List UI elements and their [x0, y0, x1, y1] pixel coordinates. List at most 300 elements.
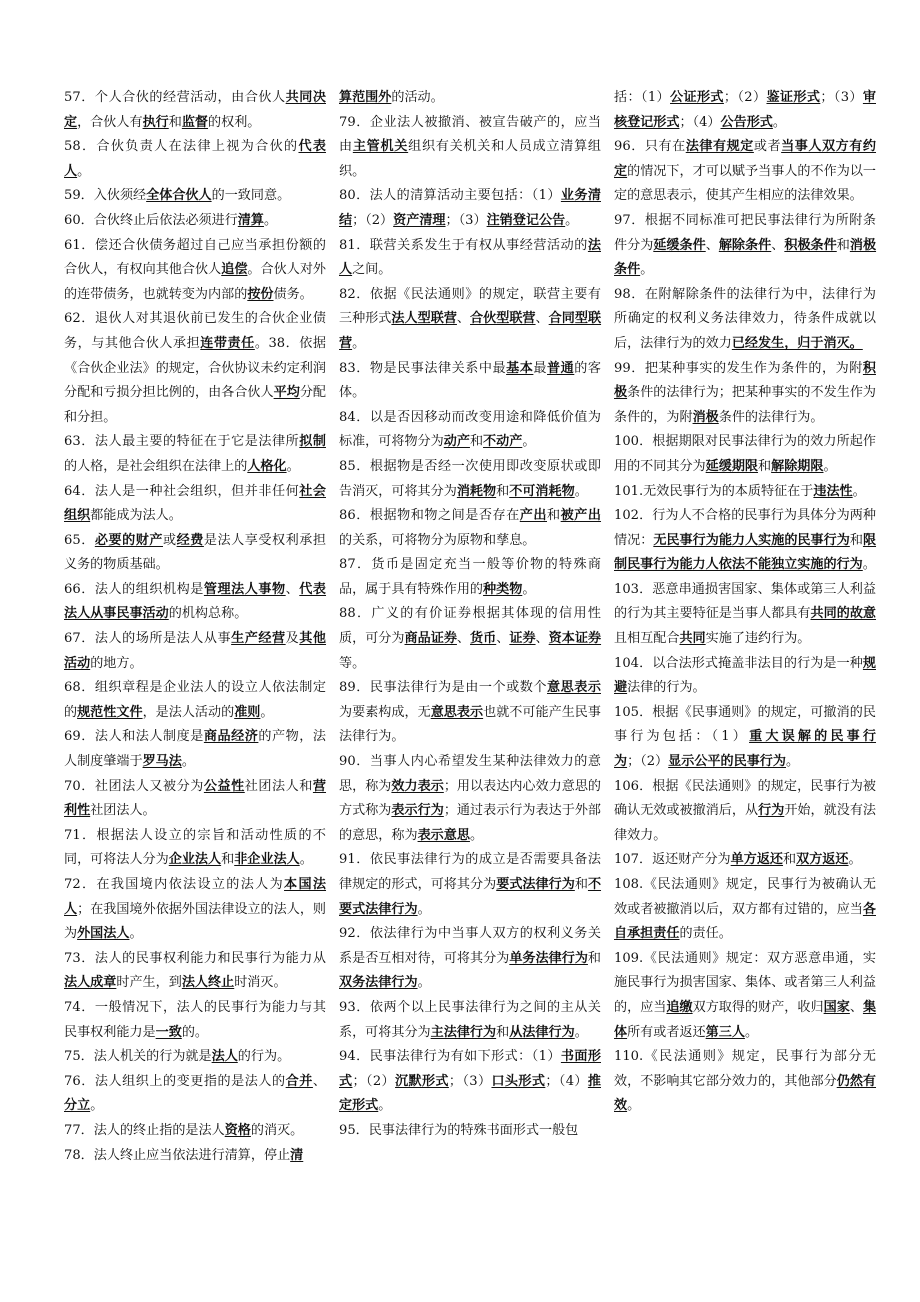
text-segment: 69．法人和法人制度是 — [64, 729, 204, 745]
key-term: 人格化 — [247, 458, 287, 474]
text-segment: 和 — [221, 852, 235, 868]
text-segment: ；（4） — [679, 114, 721, 130]
text-segment: 、 — [285, 581, 300, 597]
text-segment: 101.无效民事行为的本质特征在于 — [614, 483, 814, 499]
list-item — [64, 775, 326, 824]
list-item — [64, 1144, 326, 1169]
list-item — [614, 209, 876, 283]
text-segment: ；（2） — [352, 212, 394, 228]
key-term: 重大误解的民事行为 — [614, 729, 877, 770]
text-segment: 。 — [522, 434, 536, 450]
text-segment: 。 — [77, 163, 91, 179]
text-segment: ，合伙人有 — [77, 114, 143, 130]
text-segment: 64．法人是一种社会组织，但并非任何 — [64, 483, 300, 499]
key-term: 注销登记公告 — [486, 212, 566, 228]
list-item — [64, 676, 326, 725]
key-term: 双方返还 — [796, 852, 849, 868]
text-segment: 98．在附解除条件的法律行为中，法律行为所确定的权利义务法律效力，待条件成就以后，法律行为的效力 — [614, 286, 876, 351]
key-term: 业务清结 — [339, 188, 601, 228]
text-segment: 的关系，可将物分为原物和孳息。 — [339, 532, 536, 548]
key-term: 单务法律行为 — [509, 950, 588, 966]
list-item — [614, 357, 876, 431]
text-segment: 的权利。 — [208, 114, 261, 130]
key-term: 公证形式 — [670, 90, 724, 105]
text-segment: 、 — [535, 631, 549, 647]
text-segment: 110.《民法通则》规定，民事行为部分无效，不影响其它部分效力的，其他部分 — [614, 1049, 876, 1089]
text-segment: 或者 — [753, 139, 782, 155]
key-term: 资产清理 — [393, 212, 446, 228]
key-term: 限制民事行为能力人依法不能独立实施的行为 — [614, 532, 877, 573]
key-term: 商品证券 — [404, 631, 457, 647]
key-term: 审核登记形式 — [614, 90, 876, 130]
key-term: 第三人 — [705, 1024, 745, 1040]
list-item — [64, 430, 326, 479]
text-segment: ；在我国境外依据外国法律设立的法人，则为 — [64, 901, 327, 942]
list-item — [339, 1119, 601, 1144]
key-term: 必要的财产 — [94, 532, 163, 548]
key-term: 从法律行为 — [509, 1024, 575, 1040]
text-segment: 。 — [299, 852, 313, 868]
list-item — [339, 283, 601, 357]
list-item — [64, 1045, 326, 1070]
key-term: 不要式法律行为 — [339, 877, 602, 917]
text-segment: 开始，就没有法律效力。 — [614, 803, 877, 843]
list-item — [614, 135, 876, 209]
text-segment: 85．根据物是否经一次使用即改变原状或即告消灭，可将其分为 — [339, 458, 601, 499]
text-segment: 。 — [574, 1024, 588, 1040]
text-segment: 的行为。 — [237, 1049, 291, 1065]
key-term: 仍然有效 — [614, 1073, 877, 1114]
list-item — [339, 406, 601, 455]
key-term: 当事人双方有约定 — [614, 139, 877, 179]
text-segment: 及 — [285, 631, 300, 647]
text-segment: 106．根据《民法通则》的规定，民事行为被确认无效或被撤消后，从 — [614, 778, 876, 819]
list-item — [339, 86, 601, 111]
key-term: 法人 — [211, 1049, 238, 1065]
text-segment: 和 — [547, 508, 561, 524]
text-segment: 等。 — [339, 655, 366, 671]
key-term: 解除期限 — [771, 458, 824, 474]
key-term: 追偿 — [221, 262, 248, 278]
text-segment: 。 — [862, 557, 876, 573]
list-item — [339, 234, 601, 283]
list-item — [64, 725, 326, 774]
text-segment: 。 — [469, 827, 484, 843]
key-term: 集体 — [614, 999, 877, 1040]
text-segment: 双方取得的财产，收归 — [692, 999, 824, 1015]
key-term: 营利性 — [64, 778, 327, 819]
key-term: 管理法人事物 — [203, 581, 286, 597]
key-term: 本国法人 — [64, 877, 327, 917]
text-segment: 93．依两个以上民事法律行为之间的主从关系，可将其分为 — [339, 999, 601, 1040]
key-term: 无民事行为能力人实施的民事行为 — [653, 532, 850, 548]
text-column-left — [64, 86, 326, 1168]
text-segment: 的产物，法人制度肇端于 — [64, 729, 327, 770]
text-segment: 。 — [627, 1098, 641, 1114]
list-item — [339, 504, 601, 553]
text-segment: 71．根据法人设立的宗旨和活动性质的不同，可将法人分为 — [64, 827, 326, 868]
text-segment: 。 — [417, 901, 431, 917]
key-term: 分立 — [64, 1098, 91, 1114]
text-segment: 、 — [456, 311, 471, 327]
list-item — [64, 184, 326, 209]
text-segment: ；（2） — [352, 1073, 396, 1089]
text-segment: 、 — [312, 1073, 326, 1089]
text-segment: ；（2） — [627, 754, 669, 770]
text-segment: 时产生，到 — [116, 975, 182, 991]
list-item — [64, 947, 326, 996]
key-term: 种类物 — [483, 581, 523, 597]
key-term: 代表人 — [64, 139, 326, 179]
list-item — [64, 873, 326, 947]
key-term: 拟制 — [299, 434, 326, 450]
text-segment: 75．法人机关的行为就是 — [64, 1049, 212, 1065]
list-item — [339, 602, 601, 676]
key-term: 行为 — [758, 803, 785, 819]
key-term: 解除条件 — [718, 237, 772, 253]
key-term: 平均 — [273, 385, 300, 401]
text-segment: 。 — [129, 926, 143, 942]
text-segment: 。 — [744, 1024, 759, 1040]
list-item — [614, 652, 876, 701]
text-segment: 、 — [771, 237, 785, 253]
text-segment: 。 — [565, 212, 579, 228]
key-term: 积极条件 — [784, 237, 837, 253]
text-segment: 104．以合法形式掩盖非法目的行为是一种 — [614, 655, 863, 671]
text-segment: 74．一般情况下，法人的民事行为能力与其民事权利能力是 — [64, 999, 326, 1040]
text-segment: 是法人享受权利承担义务的物质基础。 — [64, 532, 327, 573]
text-segment: 且相互配合 — [614, 631, 680, 647]
key-term: 违法性 — [813, 483, 853, 499]
key-term: 共同决定 — [64, 90, 326, 130]
text-segment: 和 — [496, 483, 510, 499]
list-item — [614, 775, 876, 849]
text-segment: 。 — [378, 1098, 392, 1114]
text-segment: 和 — [783, 852, 797, 868]
key-term: 被产出 — [560, 508, 602, 524]
text-segment: 和 — [574, 877, 588, 892]
text-segment: ，是法人活动的 — [142, 704, 235, 720]
key-term: 书面形式 — [339, 1049, 601, 1089]
list-item — [339, 848, 601, 922]
list-item — [339, 455, 601, 504]
key-term: 共同 — [679, 631, 706, 647]
text-segment: 68．组织章程是企业法人的设立人依法制定的 — [64, 680, 326, 720]
list-item — [64, 1119, 326, 1144]
key-term: 监督 — [181, 114, 209, 130]
key-term: 已经发生，归于消灭。 — [731, 335, 863, 351]
text-segment: ；（3） — [820, 90, 863, 105]
key-term: 罗马法 — [142, 754, 182, 770]
text-column-middle — [339, 86, 601, 1144]
key-term: 单方返还 — [730, 852, 784, 868]
key-term: 代表法人从事民事活动 — [64, 581, 327, 622]
text-segment: 最 — [533, 360, 548, 376]
text-segment: 、 — [535, 311, 549, 327]
text-segment: 和 — [469, 434, 484, 450]
list-item — [64, 135, 326, 184]
key-term: 非企业法人 — [234, 852, 300, 868]
text-segment: 分配和分担。 — [64, 385, 327, 425]
text-segment: 、 — [456, 631, 471, 647]
list-item — [614, 578, 876, 652]
key-term: 不动产 — [483, 434, 523, 450]
text-segment: 94．民事法律行为有如下形式：（1） — [339, 1049, 561, 1065]
text-segment: 。 — [574, 483, 588, 499]
key-term: 公益性 — [203, 778, 245, 794]
key-term: 消极条件 — [614, 237, 877, 278]
text-segment: 。 — [772, 114, 786, 130]
list-item — [64, 234, 326, 308]
text-segment: 102．行为人不合格的民事行为具体分为两种情况： — [614, 508, 876, 548]
text-segment: 和 — [836, 237, 850, 253]
text-segment: 的客体。 — [339, 360, 602, 401]
text-segment: 或 — [162, 532, 177, 548]
text-segment: 96．只有在 — [614, 139, 686, 155]
key-term: 主法律行为 — [430, 1024, 497, 1040]
text-segment: 的消灭。 — [250, 1122, 304, 1138]
text-segment: ；（3） — [448, 1073, 492, 1089]
key-term: 法人 — [339, 237, 601, 278]
text-segment: ；（4） — [545, 1073, 588, 1089]
text-segment: 83．物是民事法律关系中最 — [339, 360, 507, 376]
text-segment: 的人格，是社会组织在法律上的 — [64, 458, 248, 474]
key-term: 全体合伙人 — [146, 188, 212, 204]
text-segment: 时消灭。 — [234, 975, 287, 991]
list-item — [339, 676, 601, 750]
text-segment: 。38．依据《合伙企业法》的规定，合伙协议未约定利润分配和亏损分担比例的，由各合伙人 — [64, 335, 327, 401]
text-segment: 103．恶意串通损害国家、集体或第三人利益的行为其主要特征是当事人都具有 — [614, 581, 876, 622]
list-item — [64, 824, 326, 873]
text-segment: 87．货币是固定充当一般等价物的特殊商品，属于具有特殊作用的 — [339, 557, 601, 597]
key-term: 法律有规定 — [685, 139, 754, 155]
key-term: 合并 — [285, 1073, 313, 1089]
text-segment: ；（2） — [723, 90, 767, 105]
text-segment: 法律的行为。 — [627, 680, 706, 696]
text-segment: 。 — [260, 704, 274, 720]
list-item — [614, 701, 876, 775]
key-term: 要式法律行为 — [496, 877, 575, 892]
text-segment: 社团法人。 — [90, 803, 156, 819]
text-segment: 108.《民法通则》规定，民事行为被确认无效或者被撤消以后，双方都有过错的，应当 — [614, 877, 876, 917]
text-segment: 社团法人和 — [244, 778, 313, 794]
key-term: 清 — [290, 1147, 304, 1163]
text-segment: 109.《民法通则》规定：双方恶意串通，实施民事行为损害国家、集体、或者第三人利益的，应当 — [614, 950, 876, 1015]
key-term: 准则 — [234, 704, 261, 720]
text-segment: 和 — [587, 950, 602, 966]
key-term: 企业法人 — [168, 852, 222, 868]
key-term: 延缓期限 — [705, 458, 759, 474]
text-segment: 。 — [90, 1098, 104, 1114]
text-segment: 70．社团法人又被分为 — [64, 778, 204, 794]
text-segment: 之间。 — [352, 262, 392, 278]
list-item — [614, 848, 876, 873]
text-segment: 所有或者返还 — [627, 1024, 706, 1040]
key-term: 公告形式 — [720, 114, 773, 130]
key-term: 合同型联营 — [339, 311, 602, 351]
text-segment: 88．广义的有价证券根据其体现的信用性质，可分为 — [339, 606, 601, 647]
list-item — [614, 1045, 876, 1119]
text-segment: 的机构总称。 — [168, 606, 248, 622]
key-term: 货币 — [470, 631, 497, 647]
text-segment: 。 — [786, 754, 800, 770]
key-term: 法人成章 — [64, 975, 117, 991]
key-term: 消极 — [692, 409, 719, 425]
list-item — [339, 922, 601, 996]
text-segment: 84．以是否因移动而改变用途和降低价值为标准，可将物分为 — [339, 409, 601, 450]
text-segment: 、 — [705, 237, 719, 253]
text-segment: 。 — [181, 754, 195, 770]
text-segment: 的一致同意。 — [211, 188, 291, 204]
key-term: 各自承担责任 — [614, 901, 876, 942]
key-term: 一致 — [155, 1024, 182, 1040]
text-segment: 和 — [168, 114, 182, 130]
text-segment: 。 — [263, 212, 278, 228]
list-item — [339, 357, 601, 406]
key-term: 社会组织 — [64, 483, 326, 524]
text-segment: 57．个人合伙的经营活动，由合伙人 — [64, 90, 286, 105]
key-term: 显示公平的民事行为 — [668, 754, 786, 770]
key-term: 主管机关 — [352, 139, 409, 155]
key-term: 合伙型联营 — [470, 311, 536, 327]
text-segment: 为要素构成，无 — [339, 704, 431, 720]
text-segment: 。 — [852, 483, 866, 499]
key-term: 表示意思 — [417, 827, 470, 843]
key-term: 规避 — [614, 655, 876, 696]
text-segment: 条件的法律行为；把某种事实的不发生作为条件的，为附 — [614, 385, 877, 425]
text-segment: 的。 — [181, 1024, 209, 1040]
text-segment: 的地方。 — [90, 655, 143, 671]
key-term: 资本证券 — [548, 631, 602, 647]
text-segment: 条件的法律行为。 — [718, 409, 824, 425]
key-term: 法人终止 — [181, 975, 235, 991]
text-segment: 62．退伙人对其退伙前已发生的合伙企业债务，与其他合伙人承担 — [64, 311, 326, 351]
text-segment: 82．依据《民法通则》的规定，联营主要有三种形式 — [339, 286, 601, 327]
text-segment: 99．把某种事实的发生作为条件的，为附 — [614, 360, 863, 376]
text-segment: ；用以表达内心效力意思的方式称为 — [339, 778, 602, 819]
text-segment: 78．法人终止应当依法进行清算，停止 — [64, 1147, 291, 1163]
text-segment: 95．民事法律行为的特殊书面形式一般包 — [339, 1122, 579, 1138]
text-segment: 97．根据不同标准可把民事法律行为所附条件分为 — [614, 212, 876, 253]
key-term: 口头形式 — [491, 1073, 546, 1089]
text-segment: 。 — [417, 975, 431, 991]
text-segment: 77．法人的终止指的是法人 — [64, 1122, 225, 1138]
text-segment: 79．企业法人被撤消、被宣告破产的，应当由 — [339, 114, 601, 155]
text-segment: 76．法人组织上的变更指的是法人的 — [64, 1073, 286, 1089]
list-item — [614, 86, 876, 135]
list-item — [64, 307, 326, 430]
key-term: 法人型联营 — [391, 311, 457, 327]
text-column-right — [614, 86, 876, 1119]
text-segment: 和 — [758, 458, 772, 474]
text-segment: 107．返还财产分为 — [614, 852, 731, 868]
key-term: 沉默形式 — [395, 1073, 449, 1089]
key-term: 普通 — [547, 360, 575, 376]
text-segment: 。 — [286, 458, 300, 474]
text-segment: 67．法人的场所是法人从事 — [64, 631, 232, 647]
text-segment: 括：（1） — [614, 90, 671, 105]
text-segment: 都能成为法人。 — [90, 508, 182, 524]
list-item — [614, 480, 876, 505]
key-term: 共同的故意 — [810, 606, 877, 622]
text-segment: 、 — [496, 631, 510, 647]
key-term: 经费 — [176, 532, 204, 548]
key-term: 不可消耗物 — [509, 483, 575, 499]
key-term: 规范性文件 — [77, 704, 143, 720]
key-term: 外国法人 — [77, 926, 130, 942]
text-segment: 债务。 — [273, 286, 313, 302]
key-term: 基本 — [506, 360, 534, 376]
list-item — [614, 283, 876, 357]
list-item — [64, 578, 326, 627]
key-term: 效力表示 — [391, 778, 444, 794]
list-item — [339, 111, 601, 185]
text-segment: 91．依民事法律行为的成立是否需要具备法律规定的形式，可将其分为 — [339, 852, 601, 892]
key-term: 连带责任 — [200, 335, 255, 351]
text-segment: 58．合伙负责人在法律上视为合伙的 — [64, 139, 299, 155]
text-segment: 的责任。 — [679, 926, 732, 942]
text-segment: 59．入伙须经 — [64, 188, 147, 204]
list-item — [64, 529, 326, 578]
text-segment: 。 — [823, 458, 837, 474]
key-term: 双务法律行为 — [339, 975, 418, 991]
key-term: 积极 — [614, 360, 876, 401]
key-term: 表示行为 — [391, 803, 444, 819]
text-segment: 。 — [352, 335, 366, 351]
list-item — [614, 873, 876, 947]
list-item — [614, 504, 876, 578]
list-item — [64, 996, 326, 1045]
key-term: 意思表示 — [547, 680, 601, 696]
text-segment: 也就不可能产生民事法律行为。 — [339, 704, 602, 745]
text-segment: 的情况下，才可以赋予当事人的不作为以一定的意思表示，使其产生相应的法律效果。 — [614, 163, 877, 204]
text-segment: 。 — [848, 852, 862, 868]
text-segment: 。 — [640, 262, 654, 278]
text-segment: 、 — [849, 999, 863, 1015]
list-item — [339, 750, 601, 848]
key-term: 意思表示 — [430, 704, 484, 720]
text-segment: 73．法人的民事权利能力和民事行为能力从 — [64, 950, 326, 966]
key-term: 证券 — [509, 631, 536, 647]
key-term: 鉴证形式 — [766, 90, 821, 105]
key-term: 按份 — [247, 286, 274, 302]
list-item — [339, 184, 601, 233]
key-term: 商品经济 — [203, 729, 259, 745]
key-term: 资格 — [224, 1122, 251, 1138]
text-segment: 和 — [496, 1024, 510, 1040]
list-item — [64, 1070, 326, 1119]
list-item — [64, 86, 326, 135]
text-segment: 81．联营关系发生于有权从事经营活动的 — [339, 237, 588, 253]
list-item — [64, 480, 326, 529]
list-item — [64, 627, 326, 676]
key-term: 产出 — [519, 508, 548, 524]
text-segment: 61．偿还合伙债务超过自己应当承担份额的合伙人，有权向其他合伙人 — [64, 237, 326, 278]
text-segment: 组织有关机关和人员成立清算组织。 — [339, 139, 601, 179]
text-segment: 100．根据期限对民事法律行为的效力所起作用的不同其分为 — [614, 434, 876, 474]
key-term: 消耗物 — [456, 483, 497, 499]
list-item — [339, 1045, 601, 1119]
text-segment: 86．根据物和物之间是否存在 — [339, 508, 520, 524]
list-item — [339, 553, 601, 602]
text-segment: 90．当事人内心希望发生某种法律效力的意思，称为 — [339, 754, 601, 794]
key-term: 其他活动 — [64, 631, 327, 671]
key-term: 生产经营 — [231, 631, 286, 647]
key-term: 算范围外 — [339, 90, 392, 105]
key-term: 执行 — [142, 114, 169, 130]
text-segment: 和 — [849, 532, 863, 548]
text-segment: 65． — [64, 532, 95, 548]
